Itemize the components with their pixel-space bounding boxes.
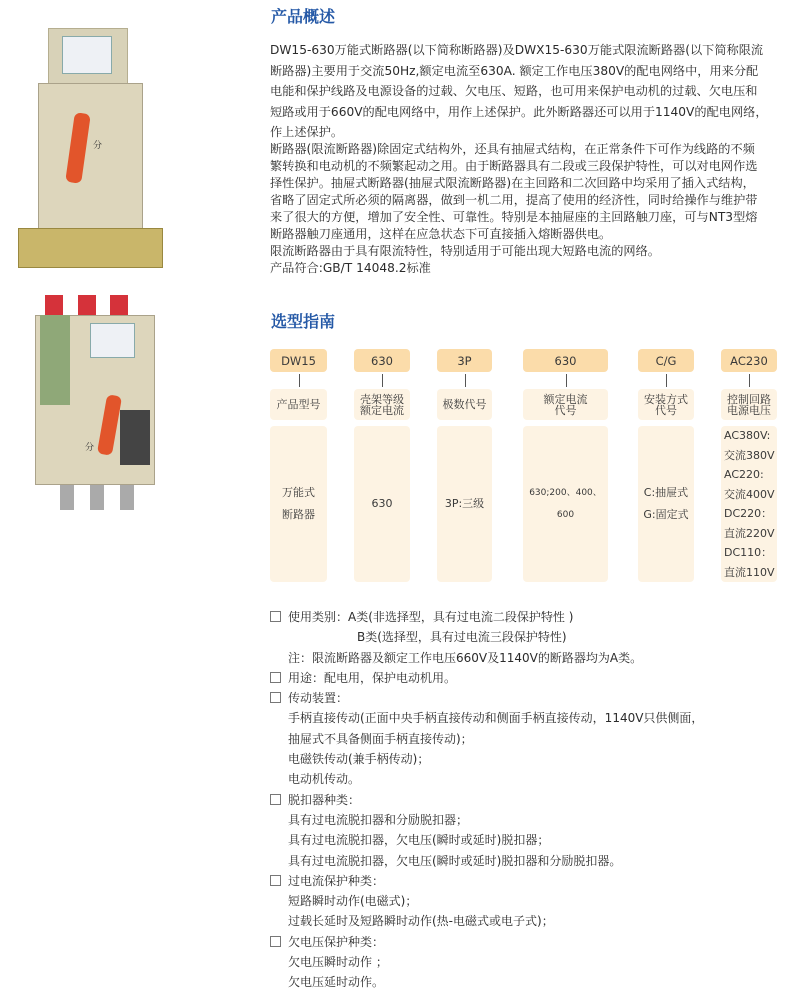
- label-line: 额定电流: [543, 392, 588, 406]
- spec-text: 传动装置：: [288, 691, 349, 706]
- spec-text: 电动机传动。: [288, 772, 361, 787]
- code-box: AC230: [721, 349, 777, 372]
- spec-item: [270, 972, 703, 992]
- spec-item: [270, 830, 703, 850]
- connector-line: [666, 374, 667, 387]
- text-line: 来了很大的方便，增加了安全性、可靠性。特别是本抽屉座的主回路触刀座，可与NT3型熔: [270, 210, 758, 224]
- code-box: 3P: [437, 349, 492, 372]
- spec-item: [270, 810, 703, 830]
- spec-list: [270, 607, 703, 993]
- text-line: 限流断路器由于具有限流特性，特别适用于可能出现大短路电流的网络。: [270, 244, 660, 258]
- spec-text: 用途：配电用，保护电动机用。: [288, 670, 457, 685]
- label-line: 控制回路: [727, 392, 771, 406]
- text-line: 作上述保护。: [270, 125, 344, 139]
- connector-line: [465, 374, 466, 387]
- spec-text: 过载长延时及短路瞬时动作(热-电磁式或电子式)；: [288, 914, 554, 929]
- text-line: 断路器)主要用于交流50Hz,额定电流至630A. 额定工作电压380V的配电网络中，用来分配: [270, 63, 759, 78]
- spec-text: 抽屉式不具备侧面手柄直接传动)；: [288, 731, 473, 746]
- value-line: 直流220V: [724, 526, 775, 540]
- label-line: 产品型号: [276, 398, 321, 411]
- spec-item: [270, 952, 703, 972]
- value-line: 万能式: [282, 486, 315, 499]
- code-box: C/G: [638, 349, 694, 372]
- handle-mark: 分: [93, 141, 103, 151]
- spec-item: [270, 668, 703, 688]
- spec-item: [270, 851, 703, 871]
- spec-text: 脱扣器种类：: [288, 792, 361, 807]
- spec-text: 具有过电流脱扣器和分励脱扣器；: [288, 812, 469, 827]
- label-line: 电源电压: [727, 403, 771, 417]
- spec-item: [270, 648, 703, 668]
- handle-mark-2: 分: [85, 443, 95, 453]
- label-line: 安装方式: [644, 392, 688, 406]
- selection-heading: 选型指南: [271, 312, 336, 331]
- spec-text: 具有过电流脱扣器，欠电压(瞬时或延时)脱扣器和分励脱扣器。: [288, 853, 622, 868]
- overview-heading: 产品概述: [271, 7, 336, 26]
- spec-item: [270, 932, 703, 952]
- spec-item: [270, 729, 703, 749]
- label-box: [638, 389, 694, 420]
- code-box: 630: [354, 349, 410, 372]
- value-line: 直流110V: [724, 565, 775, 579]
- spec-item: [270, 708, 703, 728]
- spec-item: [270, 749, 703, 769]
- value-box: [523, 426, 608, 582]
- spec-item: [270, 790, 703, 810]
- text-line: 断路器(限流断路器)除固定式结构外，还具有抽屉式结构，在正常条件下可作为线路的不频: [270, 142, 755, 156]
- text-line: 繁转换和电动机的不频繁起动之用。由于断路器具有二段或三段保护特性，可以对电网作选: [270, 159, 758, 173]
- label-line: 壳架等级: [360, 392, 404, 406]
- connector-line: [566, 374, 567, 387]
- text-line: DW15-630万能式断路器(以下简称断路器)及DWX15-630万能式限流断路器(以下简称限流: [270, 43, 764, 57]
- value-line: DC220：: [724, 507, 773, 520]
- value-box: [638, 426, 694, 582]
- checkbox-icon[interactable]: [270, 611, 281, 622]
- checkbox-icon[interactable]: [270, 672, 281, 683]
- value-line: C:抽屉式: [643, 486, 689, 499]
- value-box: [270, 426, 327, 582]
- value-line: AC380V:: [724, 429, 771, 442]
- text-line: 择性保护。抽屉式断路器(抽屉式限流断路器)在主回路和二次回路中均采用了插入式结构，: [270, 176, 755, 190]
- connector-line: [382, 374, 383, 387]
- spec-text: 欠电压保护种类：: [288, 934, 385, 949]
- text-line: 断路器触刀座通用，这样在应急状态下可直接插入熔断器供电。: [270, 227, 612, 241]
- spec-text: 短路瞬时动作(电磁式)；: [288, 894, 418, 909]
- checkbox-icon[interactable]: [270, 794, 281, 805]
- value-line: 630;200、400、600: [529, 488, 602, 520]
- spec-item: [270, 769, 703, 789]
- value-line: 交流380V: [724, 448, 775, 462]
- spec-text: 欠电压延时动作。: [288, 975, 385, 990]
- overview-paragraph-2: [270, 141, 795, 277]
- label-box: [437, 389, 492, 420]
- spec-text: 具有过电流脱扣器，欠电压(瞬时或延时)脱扣器；: [288, 833, 550, 848]
- text-line: 省略了固定式所必须的隔离器，做到一机二用，提高了使用的经济性，同时给操作与维护带: [270, 193, 758, 207]
- product-image-drawout-breaker: [20, 295, 160, 510]
- label-box: [354, 389, 410, 420]
- label-box: [721, 389, 777, 420]
- label-box: [523, 389, 608, 420]
- spec-item: [270, 891, 703, 911]
- label-line: 代号: [554, 403, 577, 417]
- spec-item: [270, 871, 703, 891]
- connector-line: [749, 374, 750, 387]
- spec-item: [270, 627, 703, 647]
- value-box: [721, 426, 777, 582]
- value-line: 630: [371, 497, 393, 510]
- code-box: 630: [523, 349, 608, 372]
- spec-text: 使用类别：A类(非选择型，具有过电流二段保护特性 ): [288, 610, 574, 624]
- spec-item: [270, 911, 703, 931]
- value-box: [437, 426, 492, 582]
- label-line: 代号: [655, 403, 677, 417]
- spec-item: [270, 607, 703, 627]
- spec-text: 欠电压瞬时动作 ；: [288, 955, 388, 970]
- value-line: 断路器: [282, 508, 315, 521]
- text-line: 产品符合:GB/T 14048.2标准: [270, 261, 431, 275]
- value-line: 3P:三级: [444, 497, 485, 510]
- label-line: 极数代号: [442, 398, 487, 411]
- value-box: [354, 426, 410, 582]
- label-box: [270, 389, 327, 420]
- text-line: 短路或用于660V的配电网络中，用作上述保护。此外断路器还可以用于1140V的配电网络，: [270, 104, 768, 119]
- spec-text: 电磁铁传动(兼手柄传动)；: [288, 752, 430, 767]
- checkbox-icon[interactable]: [270, 692, 281, 703]
- checkbox-icon[interactable]: [270, 936, 281, 947]
- label-line: 额定电流: [360, 403, 404, 417]
- text-line: 电能和保护线路及电源设备的过载、欠电压、短路，也可用来保护电动机的过载、欠电压和: [270, 84, 758, 98]
- value-line: DC110：: [724, 546, 773, 559]
- spec-text: B类(选择型，具有过电流三段保护特性): [357, 630, 567, 645]
- code-box: DW15: [270, 349, 327, 372]
- spec-text: 注：限流断路器及额定工作电压660V及1140V的断路器均为A类。: [288, 650, 643, 665]
- value-line: AC220:: [724, 468, 764, 481]
- connector-line: [299, 374, 300, 387]
- overview-paragraph-1: [270, 40, 795, 143]
- checkbox-icon[interactable]: [270, 875, 281, 886]
- value-line: G:固定式: [643, 508, 689, 521]
- product-image-fixed-breaker: [18, 28, 163, 273]
- spec-text: 手柄直接传动(正面中央手柄直接传动和侧面手柄直接传动，1140V只供侧面，: [288, 711, 704, 726]
- value-line: 交流400V: [724, 487, 775, 501]
- spec-item: [270, 688, 703, 708]
- spec-text: 过电流保护种类：: [288, 873, 385, 888]
